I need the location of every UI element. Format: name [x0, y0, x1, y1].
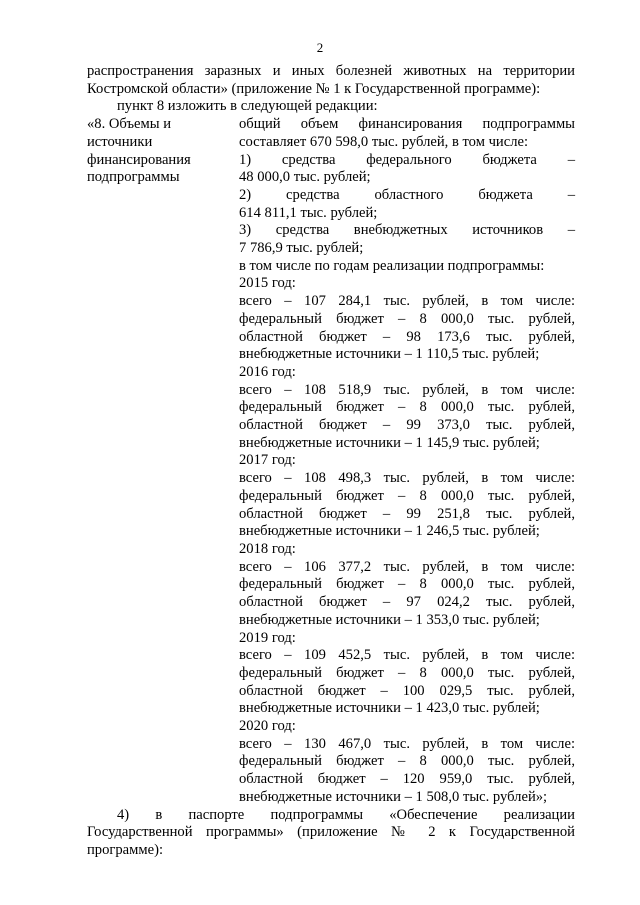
year-heading: 2020 год: — [239, 718, 296, 735]
year-total: всего – 108 498,3 тыс. рублей, в том числе: — [239, 470, 575, 487]
summary-line: 3) средства внебюджетных источников – — [239, 222, 575, 239]
intro-line-1: распространения заразных и иных болезней животных на территории — [87, 63, 575, 79]
left-column — [87, 116, 239, 806]
year-federal: федеральный бюджет – 8 000,0 тыс. рублей, — [239, 753, 575, 770]
closing-line-3: программе): — [87, 841, 164, 858]
year-heading: 2019 год: — [239, 629, 296, 646]
year-extrabudget: внебюджетные источники – 1 110,5 тыс. рублей; — [239, 346, 540, 363]
year-heading: 2016 год: — [239, 363, 296, 380]
year-extrabudget: внебюджетные источники – 1 353,0 тыс. рублей; — [239, 611, 540, 628]
year-regional: областной бюджет – 98 173,6 тыс. рублей, — [239, 328, 575, 345]
year-total: всего – 107 284,1 тыс. рублей, в том числе: — [239, 293, 575, 310]
year-heading: 2017 год: — [239, 452, 296, 469]
right-column — [239, 116, 575, 806]
year-extrabudget: внебюджетные источники – 1 145,9 тыс. рублей; — [239, 434, 540, 451]
year-total: всего – 106 377,2 тыс. рублей, в том числе: — [239, 558, 575, 575]
left-col-line: подпрограммы — [87, 169, 180, 186]
summary-line: 7 786,9 тыс. рублей; — [239, 240, 364, 257]
year-federal: федеральный бюджет – 8 000,0 тыс. рублей, — [239, 664, 575, 681]
left-col-line: «8. Объемы и — [87, 116, 172, 133]
summary-line: 2) средства областного бюджета – — [239, 186, 575, 203]
summary-line: в том числе по годам реализации подпрограммы: — [239, 257, 545, 274]
year-total: всего – 130 467,0 тыс. рублей, в том числе: — [239, 735, 575, 752]
year-block-2018 — [239, 541, 575, 630]
year-extrabudget: внебюджетные источники – 1 508,0 тыс. рублей»; — [239, 788, 548, 805]
year-block-2016 — [239, 364, 575, 453]
year-block-2019 — [239, 630, 575, 719]
summary-line: составляет 670 598,0 тыс. рублей, в том числе: — [239, 133, 529, 150]
closing-line-2: Государственной программы» (приложение № 2 к Государственной — [87, 824, 575, 841]
summary-line: общий объем финансирования подпрограммы — [239, 116, 575, 133]
year-regional: областной бюджет – 97 024,2 тыс. рублей, — [239, 594, 575, 611]
year-block-2020 — [239, 718, 575, 807]
page-number: 2 — [316, 40, 324, 55]
year-federal: федеральный бюджет – 8 000,0 тыс. рублей, — [239, 399, 575, 416]
year-regional: областной бюджет – 100 029,5 тыс. рублей, — [239, 682, 575, 699]
year-extrabudget: внебюджетные источники – 1 246,5 тыс. рублей; — [239, 523, 540, 540]
year-block-2015 — [239, 275, 575, 364]
closing-line-1: 4) в паспорте подпрограммы «Обеспечение реализации — [117, 806, 575, 823]
year-federal: федеральный бюджет – 8 000,0 тыс. рублей, — [239, 487, 575, 504]
year-extrabudget: внебюджетные источники – 1 423,0 тыс. рублей; — [239, 700, 540, 717]
summary-line: 1) средства федерального бюджета – — [239, 151, 575, 168]
left-col-line: финансирования — [87, 151, 191, 168]
year-regional: областной бюджет – 99 251,8 тыс. рублей, — [239, 505, 575, 522]
summary-line: 614 811,1 тыс. рублей; — [239, 204, 378, 221]
document-body — [87, 63, 575, 860]
year-total: всего – 109 452,5 тыс. рублей, в том числе: — [239, 647, 575, 664]
year-total: всего – 108 518,9 тыс. рублей, в том числе: — [239, 381, 575, 398]
year-regional: областной бюджет – 99 373,0 тыс. рублей, — [239, 417, 575, 434]
year-heading: 2015 год: — [239, 275, 296, 292]
year-heading: 2018 год: — [239, 540, 296, 557]
intro-line-3: пункт 8 изложить в следующей редакции: — [117, 98, 378, 115]
year-block-2017 — [239, 452, 575, 541]
year-federal: федеральный бюджет – 8 000,0 тыс. рублей, — [239, 310, 575, 327]
left-col-line: источники — [87, 133, 153, 150]
funding-table — [87, 116, 575, 806]
year-federal: федеральный бюджет – 8 000,0 тыс. рублей, — [239, 576, 575, 593]
summary-line: 48 000,0 тыс. рублей; — [239, 169, 371, 186]
intro-line-2: Костромской области» (приложение № 1 к Государственной программе): — [87, 80, 541, 97]
year-regional: областной бюджет – 120 959,0 тыс. рублей, — [239, 771, 575, 788]
